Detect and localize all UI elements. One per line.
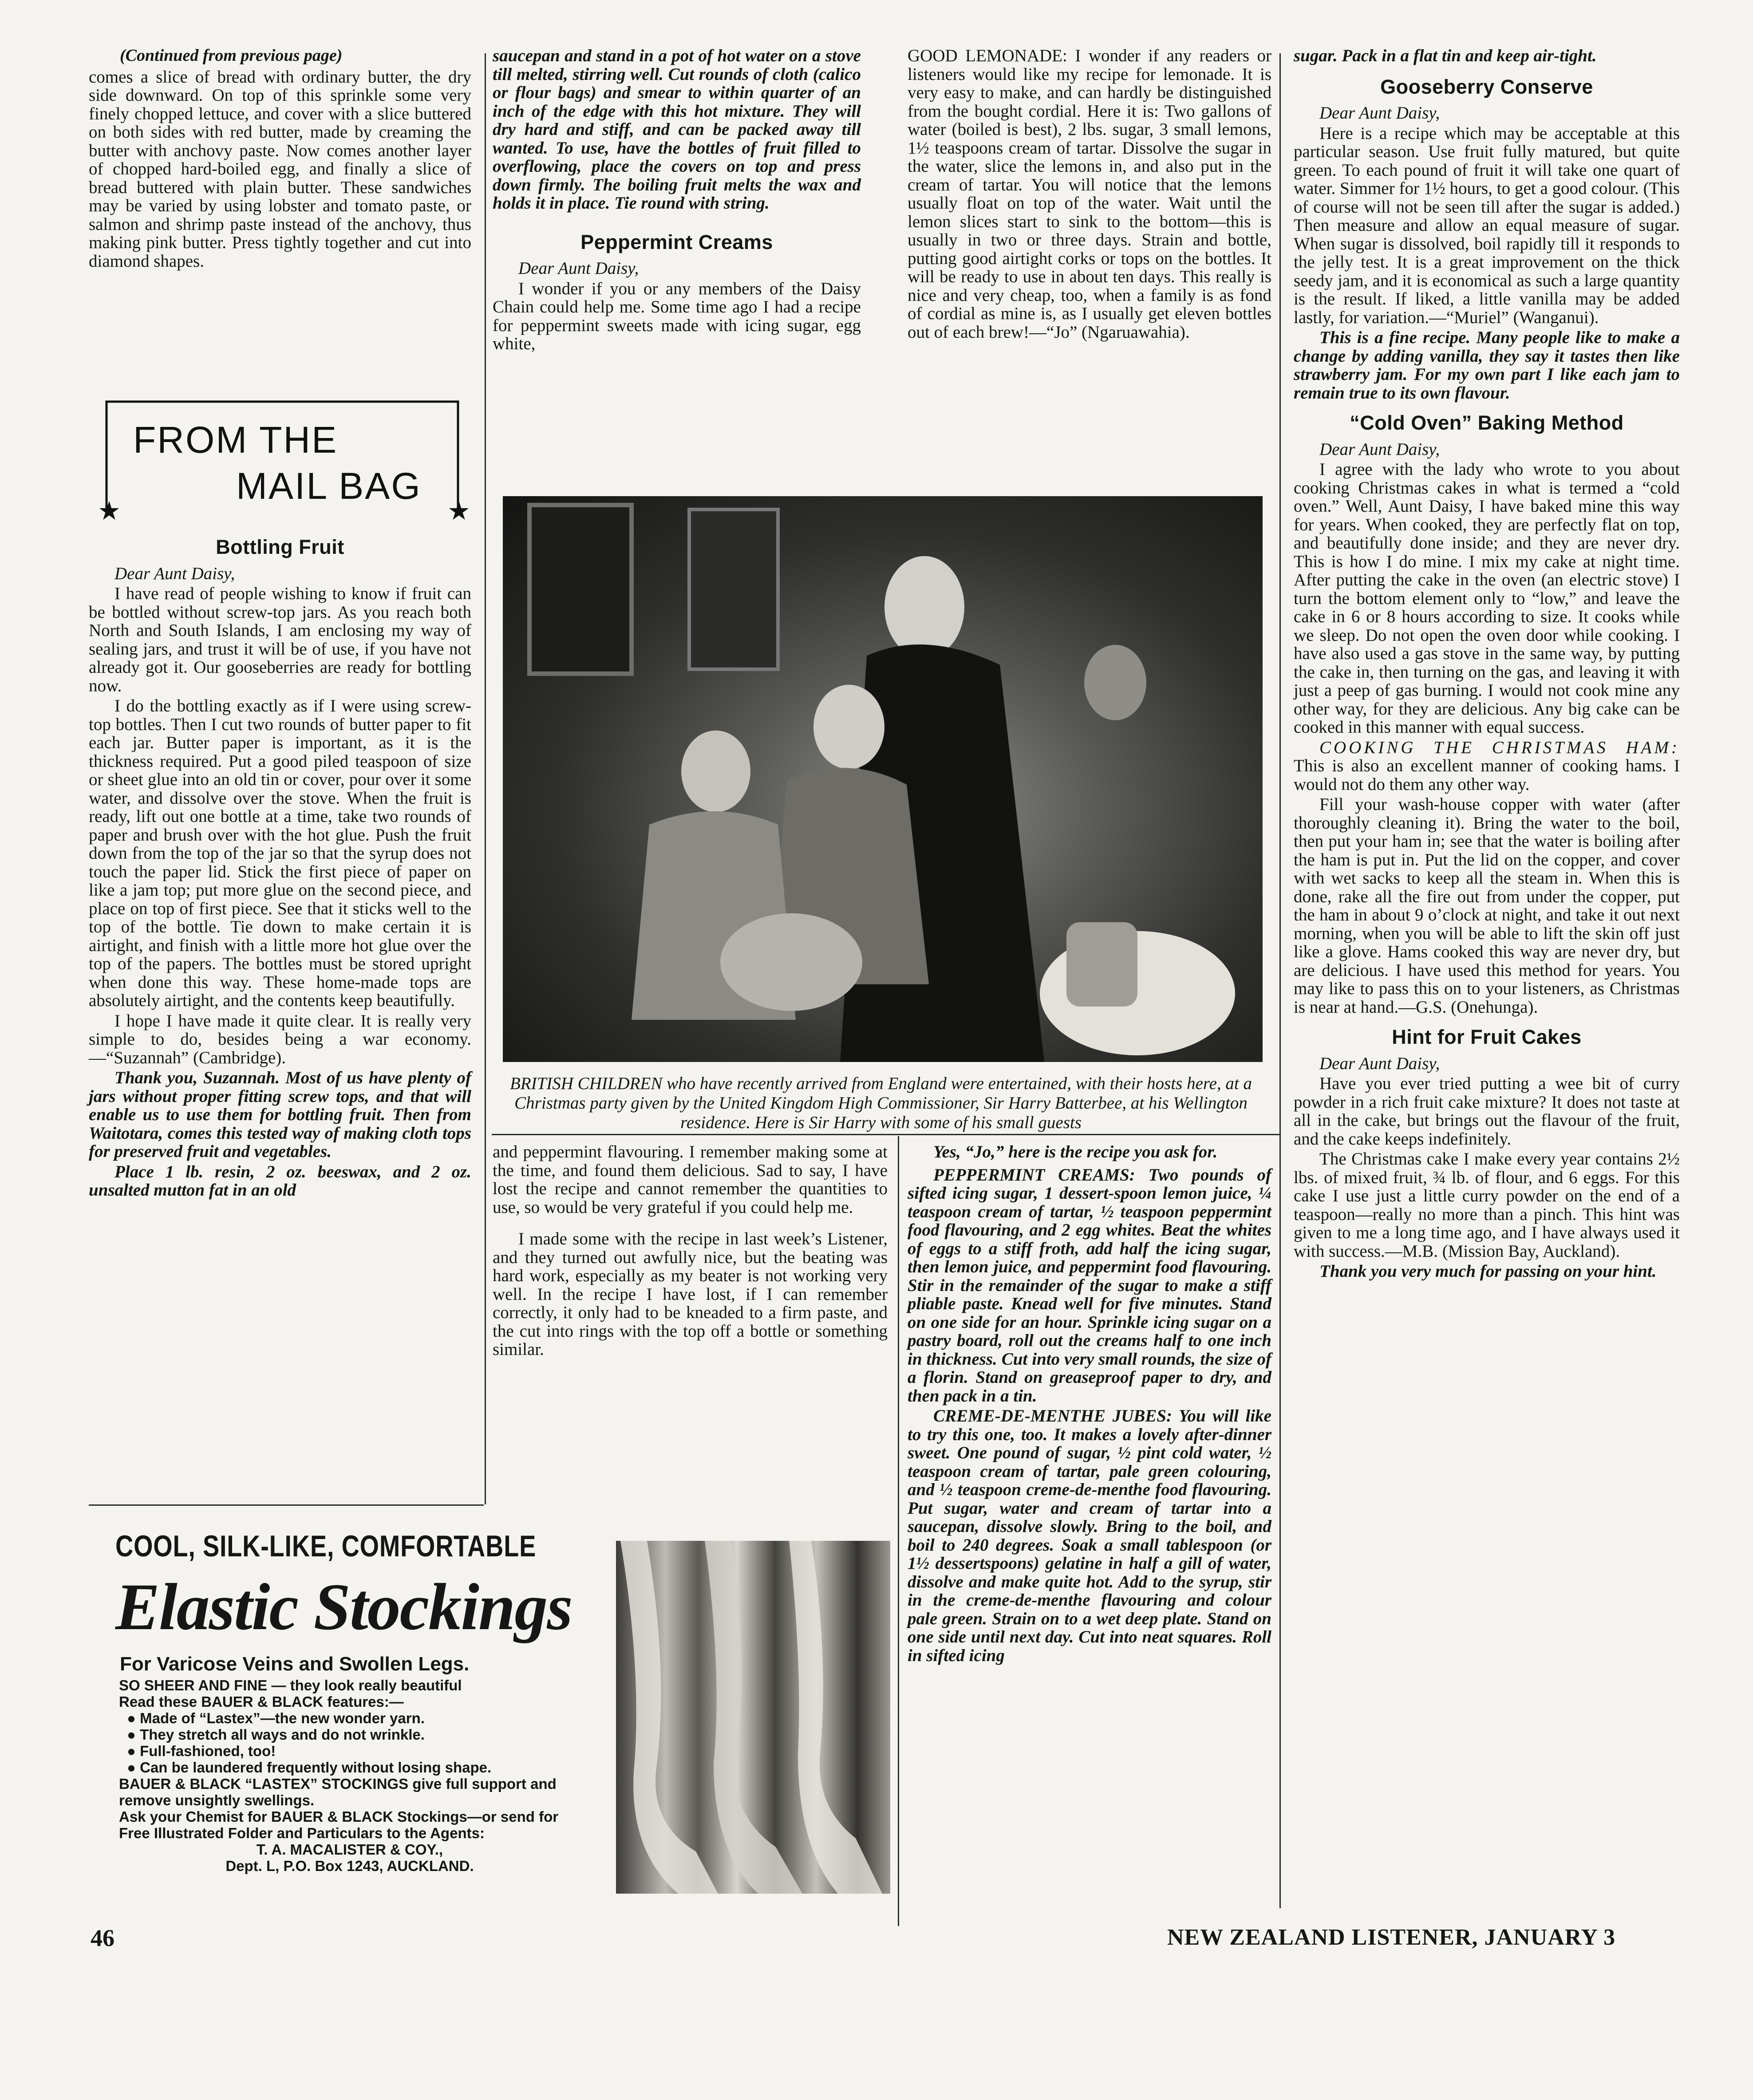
ham-recipe [1294,738,1680,794]
lemonade-label: GOOD LEMONADE: [908,46,1067,65]
ad-line-2: Read these BAUER & BLACK features:— [119,1693,404,1710]
column-1-lower [89,528,471,1201]
peppermint-recipe-label: PEPPERMINT CREAMS: [933,1165,1135,1184]
peppermint-letter-1: I wonder if you or any members of the Daisy Chain could help me. Some time ago I had a recipe for peppermint sweets made with icing sugar, egg white, [493,279,861,353]
hint-letter-1: Have you ever tried putting a wee bit of curry powder in a rich fruit cake mixture? It does not taste at all in the cake, but brings out the flavour of the fruit, and the cake keeps indefinitely. [1294,1074,1680,1149]
bottling-salutation: Dear Aunt Daisy, [114,564,235,583]
ad-agent-address: Dept. L, P.O. Box 1243, AUCKLAND. [225,1858,474,1874]
column-rule-1 [485,53,486,1504]
hint-salutation: Dear Aunt Daisy, [1319,1054,1440,1073]
column-2-lower [493,1143,888,1361]
photo-illustration [503,496,1263,1062]
peppermint-creams-heading: Peppermint Creams [580,230,773,253]
bottling-reply-1: Thank you, Suzannah. Most of us have plenty of jars without proper fitting screw tops, and that will enable us to use them for bottling fruit. Then from Waitotara, comes this tested way of making cloth tops for preserved fruit and vegetables. [89,1068,471,1161]
ad-script-title: Elastic Stockings [115,1570,572,1644]
continued-label: (Continued from previous page) [120,46,343,65]
gooseberry-letter: Here is a recipe which may be acceptable at this particular season. Use fruit fully matured, but quite green. To each pound of fruit it will take one quart of water. Simmer for 1½ hours, to get a good colour. (This of course will not be seen till after the sugar is added.) Then measure and allow an equal measure of sugar. When sugar is dissolved, boil rapidly till it responds to the jelly test. It is a great improvement on the thick seedy jam, and it is economical as such a large quantity is the result. If liked, a little vanilla may be added lastly, for variation.—“Muriel” (Wanganui). [1294,123,1680,327]
ad-agent-name: T. A. MACALISTER & COY., [256,1841,443,1858]
mailbag-line-2: MAIL BAG [236,465,422,507]
section-rule-middle [492,1134,1279,1135]
peppermint-letter-2: and peppermint flavouring. I remember making some at the time, and found them delicious. Sad to say, I have lost the recipe and cannot remember the quantities to use, so would be very grateful if you could help me. [493,1142,888,1217]
bottling-paragraph-2: I do the bottling exactly as if I were using screw-top bottles. Then I cut two rounds of butter paper to fit each jar. Butter paper is important, as it is the thickness required. Put a good piled teaspoon of size or sheet glue into an old tin or cover, pour over it some water, and dissolve over the stove. When the fruit is ready, lift out one bottle at a time, take two rounds of paper and brush over with the hot glue. Push the fruit down from the top of the jar so that the syrup does not touch the paper lid. Stick the first piece of paper on like a jam top; put more glue on the second piece, and place on top of first piece. See that it sticks well to the top of the bottle. Tie down to make certain it is airtight, and finish with a little more hot glue over the top of the papers. The bottles must be stored upright when done this way. These home-made tops are absolutely airtight, and the contents keep beautifully. [89,696,471,1010]
bottling-reply-2: Place 1 lb. resin, 2 oz. beeswax, and 2 oz. unsalted mutton fat in an old [89,1162,471,1200]
jubes-label: CREME-DE-MENTHE JUBES: [933,1406,1172,1425]
bottling-fruit-heading: Bottling Fruit [216,536,344,558]
photo-caption: BRITISH CHILDREN who have recently arrived from England were entertained, with their hosts here, at a Christmas party given by the United Kingdom High Commissioner, Sir Harry Batterbee, at his Wellington residence. Here is Sir Harry with some of his small guests [509,1074,1252,1132]
gooseberry-reply: This is a fine recipe. Many people like to make a change by adding vanilla, they say it tastes then like strawberry jam. For my own part I like each jam to remain true to its own flavour. [1294,328,1680,403]
hint-heading: Hint for Fruit Cakes [1392,1026,1582,1048]
jubes-continued: sugar. Pack in a flat tin and keep air-tight. [1294,46,1597,65]
peppermint-recipe-text: Two pounds of sifted icing sugar, 1 dessert-spoon lemon juice, ¼ teaspoon cream of tartar, ½ teaspoon peppermint food flavouring, and 2 egg whites. Beat the whites of eggs to a stiff froth, add half the icing sugar, then lemon juice, and peppermint food flavouring. Stir in the remainder of the sugar to make a stiff pliable paste. Knead well for five minutes. Stand on one side for an hour. Sprinkle icing sugar on a pastry board, roll out the creams half to one inch in thickness. Cut into very small rounds, the size of a florin. Stand on greaseproof paper to dry, and then pack in a tin. [908,1165,1271,1405]
ad-feature: ● They stretch all ways and do not wrinkle. [127,1726,580,1743]
mailbag-line-1: FROM THE [133,419,338,461]
column-1 [89,47,471,272]
cold-oven-letter: I agree with the lady who wrote to you about cooking Christmas cakes in what is termed a “cold oven.” Well, Aunt Daisy, I have baked mine this way for years. When cooked, they are perfectly flat on top, and beautifully done inside; and they are never dry. This is how I do mine. I mix my cake at night time. After putting the cake in the oven (an electric stove) I turn the bottom element only to “low,” and leave the cake in 6 or 8 hours according to size. It cooks while we sleep. Do not open the oven door while cooking. I have also used a gas stove in the same way, by putting the cake in, then turning on the gas, and leaving it with just a peep of gas burning. I would not cook mine any other way, for they are delicious. Any big cake can be cooked in this manner with equal success. [1294,460,1680,737]
column-3-lower [908,1143,1271,1666]
ad-headline: COOL, SILK-LIKE, COMFORTABLE [115,1529,537,1563]
masthead-footer: NEW ZEALAND LISTENER, JANUARY 3 [1167,1925,1616,1950]
hint-reply: Thank you very much for passing on your hint. [1319,1262,1657,1281]
bottling-paragraph-1: I have read of people wishing to know if fruit can be bottled without screw-top jars. As you reach both North and South Islands, I am enclosing my way of sealing jars, and trust it will be of use, if you have not already got it. Our gooseberries are ready for bottling now. [89,584,471,695]
reply-intro: Yes, “Jo,” here is the recipe you ask for. [933,1142,1218,1161]
column-rule-3 [1279,53,1281,1908]
peppermint-letter-3: I made some with the recipe in last week’s Listener, and they turned out awfully nice, but the beating was hard work, especially as my beater is not working very well. In the recipe I have lost, if I can remember correctly, it only had to be kneaded to a firm paste, and the cut into rings with the top off a bottle or something similar. [493,1229,888,1359]
ad-line-4: Ask your Chemist for BAUER & BLACK Stockings—or send for Free Illustrated Folder and Particulars to the Agents: [119,1808,559,1841]
page-number: 46 [91,1925,114,1951]
ad-feature: ● Full-fashioned, too! [127,1743,580,1759]
bottling-paragraph-3: I hope I have made it quite clear. It is really very simple to do, besides being a war economy.—“Suzannah” (Cambridge). [89,1011,471,1067]
section-rule-left [89,1504,484,1506]
ham-label: COOKING THE CHRISTMAS HAM: [1319,738,1680,757]
column-2 [493,47,861,355]
gooseberry-heading: Gooseberry Conserve [1380,75,1593,98]
lemonade-text: I wonder if any readers or listeners would like my recipe for lemonade. It is very easy to make, and can hardly be distinguished from the bought cordial. Here it is: Two gallons of water (boiled is best), 2 lbs. sugar, 3 small lemons, 1½ teaspoons cream of tartar. Dissolve the sugar in the water, slice the lemons in, and also put in the cream of tartar. You will notice that the lemons usually float on top of the water. Wait until the lemon slices start to sink to the bottom—this is usually in two or three days. Strain and bottle, putting good airtight corks or tops on the bottles. It will be ready to use in about ten days. This really is nice and very cheap, too, when a family is as fond of cordial as mine is, as I usually get eleven bottles out of each brew!—“Jo” (Ngaruawahia). [908,46,1272,342]
column-4 [1294,47,1680,1283]
sandwich-text: comes a slice of bread with ordinary butter, the dry side downward. On top of this sprinkle some very finely chopped lettuce, and cover with a slice buttered on both sides with red butter, made by creaming the butter with anchovy paste. Now comes another layer of chopped hard-boiled egg, and finally a slice of bread buttered with plain butter. These sandwiches may be varied by using lobster and tomato paste, or salmon and shrimp paste instead of the anchovy, thus making pink butter. Press tightly together and cut into diamond shapes. [89,67,471,271]
ad-features [119,1710,580,1776]
christmas-party-photo [503,496,1263,1062]
stockings-illustration [616,1541,890,1894]
ad-line-3: BAUER & BLACK “LASTEX” STOCKINGS give full support and remove unsightly swellings. [119,1776,557,1808]
ham-method: Fill your wash-house copper with water (after thoroughly cleaning it). Bring the water to the boil, then put your ham in; see that the water is boiling after the ham is put in. Put the lid on the copper, and cover with wet sacks to keep all the steam in. When this is done, rake all the fire out from under the copper, put the ham in about 9 o’clock at night, and take it out next morning, when you will be able to lift the skin off just like a glove. Hams cooked this way are never dry, but are delicious. I have used this method for years. You may like to pass this on to your listeners, as Christmas is near at hand.—G.S. (Onehunga). [1294,795,1680,1017]
lemonade-recipe [908,47,1271,341]
peppermint-recipe [908,1166,1271,1405]
jubes-text: You will like to try this one, too. It makes a lovely after-dinner sweet. One pound of sugar, ½ pint cold water, ½ teaspoon cream of tartar, pale green colouring, and ½ teaspoon creme-de-menthe food flavouring. Put sugar, water and cream of tartar into a saucepan, dissolve slowly. Bring to the boil, and boil to 240 degrees. Soak a small tablespoon (or 1½ dessertspoons) gelatine in half a gill of water, dissolve and make quite hot. Add to the syrup, stir in the creme-de-menthe flavouring and colour pale green. Strain on to a wet deep plate. Stand on one side until next day. Cut into neat squares. Roll in sifted icing [908,1406,1271,1665]
column-rule-2 [898,1136,899,1926]
ham-text: This is also an excellent manner of cooking hams. I would not do them any other way. [1294,756,1680,794]
star-icon: ★ [447,497,470,525]
hint-letter-2: The Christmas cake I make every year contains 2½ lbs. of mixed fruit, ¾ lb. of flour, and 6 eggs. For this cake I use just a little curry powder on the end of a teaspoon—really no more than a pinch. This hint was given to me a long time ago, and I have always used it with success.—M.B. (Mission Bay, Auckland). [1294,1149,1680,1261]
ad-body [119,1677,580,1874]
peppermint-salutation: Dear Aunt Daisy, [518,259,639,278]
star-icon: ★ [98,497,121,525]
ad-line-1: SO SHEER AND FINE — they look really beautiful [119,1677,462,1693]
column-3 [908,47,1271,343]
ad-feature: ● Can be laundered frequently without losing shape. [127,1759,580,1776]
gooseberry-salutation: Dear Aunt Daisy, [1319,103,1440,122]
cloth-tops-text: saucepan and stand in a pot of hot water on a stove till melted, stirring well. Cut rounds of cloth (calico or flour bags) and smear to within quarter of an inch of the edge with this hot mixture. They will dry hard and stiff, and can be packed away till wanted. To use, have the bottles of fruit filled to overflowing, place the covers on top and press down firmly. The boiling fruit melts the wax and holds it in place. Tie round with string. [493,46,861,213]
jubes-recipe [908,1407,1271,1665]
cold-oven-salutation: Dear Aunt Daisy, [1319,439,1440,459]
ad-feature: ● Made of “Lastex”—the new wonder yarn. [127,1710,580,1726]
from-the-mail-bag-banner [98,397,470,525]
elastic-stockings-advertisement [102,1529,599,1919]
stockings-photo [616,1541,890,1894]
cold-oven-heading: “Cold Oven” Baking Method [1350,411,1624,434]
ad-subheading: For Varicose Veins and Swollen Legs. [120,1653,470,1675]
